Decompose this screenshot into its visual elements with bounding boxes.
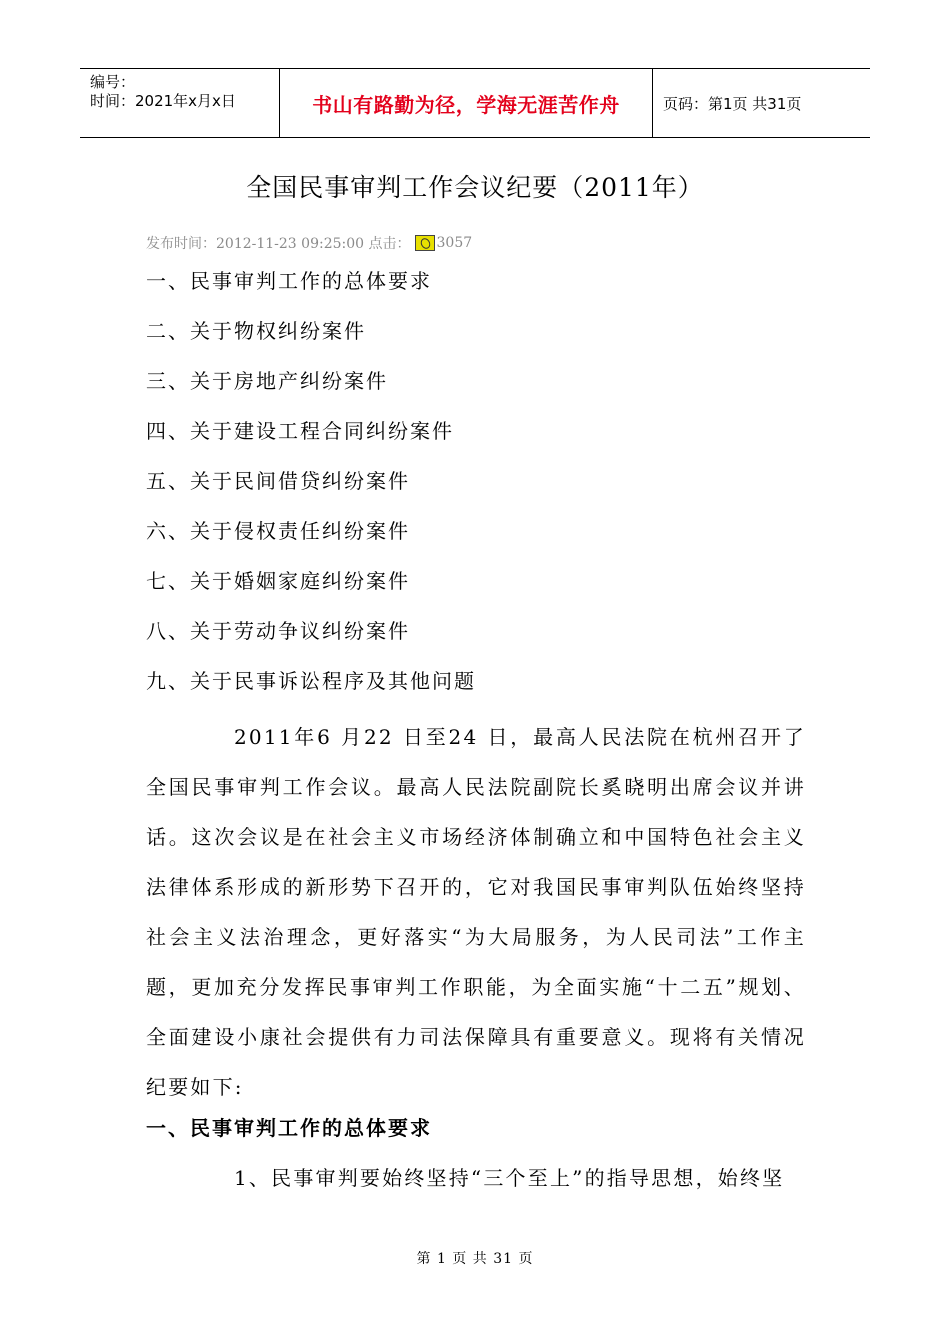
publish-meta	[146, 233, 472, 253]
toc-item: 八、关于劳动争议纠纷案件	[146, 619, 410, 643]
toc-item: 七、关于婚姻家庭纠纷案件	[146, 569, 410, 593]
toc-item: 九、关于民事诉讼程序及其他问题	[146, 669, 476, 693]
toc-item: 三、关于房地产纠纷案件	[146, 369, 388, 393]
motto-text: 书山有路勤为径，学海无涯苦作舟	[312, 92, 620, 117]
toc-item: 六、关于侵权责任纠纷案件	[146, 519, 410, 543]
click-count: 3057	[436, 235, 473, 251]
toc-item: 二、关于物权纠纷案件	[146, 319, 366, 343]
header-page-info: 页码：第1页 共31页	[663, 94, 802, 113]
document-title: 全国民事审判工作会议纪要（2011年）	[246, 173, 704, 202]
publish-meta-text: 发布时间：2012-11-23 09:25:00 点击：	[146, 236, 411, 252]
toc-item: 一、民事审判工作的总体要求	[146, 269, 432, 293]
page-footer: 第 1 页 共 31 页	[416, 1251, 534, 1267]
toc-item: 五、关于民间借贷纠纷案件	[146, 469, 410, 493]
section-paragraph: 1、民事审判要始终坚持“三个至上”的指导思想，始终坚	[234, 1166, 785, 1190]
serial-label: 编号：	[90, 73, 136, 91]
click-counter-icon	[415, 235, 435, 251]
header-motto-cell	[280, 69, 653, 137]
intro-paragraph: 2011年6 月22 日至24 日，最高人民法院在杭州召开了全国民事审判工作会议。最高人民法院副院长奚晓明出席会议并讲话。这次会议是在社会主义市场经济体制确立和中国特色社会主义法律体系形成的新形势下召开的，它对我国民事审判队伍始终坚持社会主义法治理念，更好落实“为大局服务，为人民司法”工作主题，更加充分发挥民事审判工作职能，为全面实施“十二五”规划、全面建设小康社会提供有力司法保障具有重要意义。现将有关情况纪要如下:	[146, 725, 806, 1099]
table-of-contents	[146, 266, 476, 716]
header-page-cell	[653, 69, 870, 137]
header-serial-time-cell	[80, 69, 280, 137]
page-header-table	[80, 68, 870, 138]
time-label: 时间：2021年x月x日	[90, 92, 236, 110]
toc-item: 四、关于建设工程合同纠纷案件	[146, 419, 454, 443]
section-heading: 一、民事审判工作的总体要求	[146, 1116, 432, 1140]
